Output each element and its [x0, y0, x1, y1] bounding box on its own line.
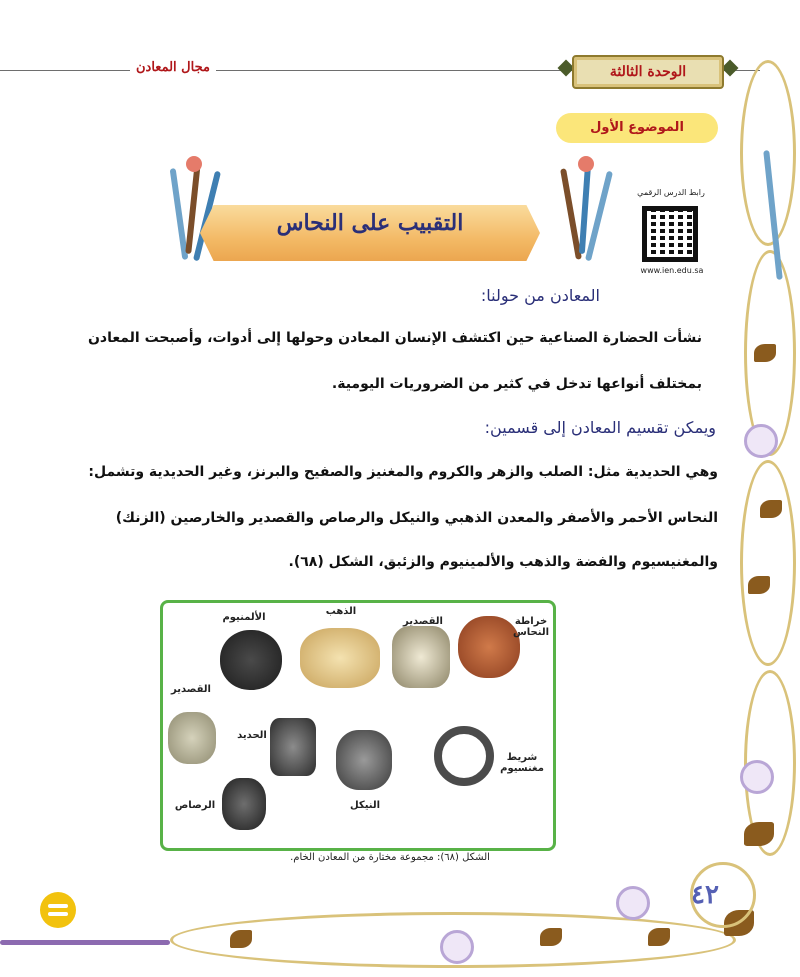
- label-nickel: النيكل: [349, 800, 381, 811]
- butterfly-icon: [748, 576, 770, 594]
- tin-powder-image: [168, 712, 216, 764]
- label-aluminum: الألمنيوم: [222, 612, 266, 623]
- label-copper-line1: خراطة: [514, 616, 548, 627]
- ornament-icon: [722, 60, 739, 77]
- label-tin-top: القصدير: [403, 616, 443, 627]
- magnesium-ribbon-image: [434, 726, 494, 786]
- paragraph-line: النحاس الأحمر والأصفر والمعدن الذهبي والنيكل والرصاص والقصدير والخارصين (الزنك): [115, 510, 718, 526]
- label-lead: الرصاص: [174, 800, 216, 811]
- label-gold: الذهب: [325, 606, 357, 617]
- topic-label: الموضوع الأول: [590, 120, 684, 135]
- gold-nuggets-image: [300, 628, 380, 688]
- label-magnesium-line1: شريط: [506, 752, 538, 763]
- brush-tip-icon: [578, 156, 594, 172]
- paragraph-line: والمغنيسيوم والفضة والذهب والألمينيوم والزئبق، الشكل (٦٨).: [288, 554, 718, 570]
- aluminum-lump-image: [220, 630, 282, 690]
- qr-code-icon[interactable]: [642, 206, 698, 262]
- unit-badge: [572, 55, 724, 89]
- paragraph-line: وهي الحديدية مثل: الصلب والزهر والكروم والمغنيز والصفيح والبرنز، وغير الحديدية وتشمل:: [88, 464, 718, 480]
- label-iron: الحديد: [237, 730, 267, 741]
- topic-pill: [556, 113, 718, 143]
- paintbrush-icon: [0, 940, 170, 945]
- butterfly-icon: [744, 822, 774, 846]
- section-heading: المعادن من حولنا:: [480, 286, 600, 305]
- butterfly-icon: [760, 500, 782, 518]
- iron-pieces-image: [270, 718, 316, 776]
- field-title: مجال المعادن: [130, 60, 216, 80]
- publisher-logo-icon: [40, 892, 76, 928]
- page-number: ٤٢: [691, 880, 719, 910]
- section-heading: ويمكن تقسيم المعادن إلى قسمين:: [484, 418, 716, 437]
- paragraph-line: بمختلف أنواعها تدخل في كثير من الضروريات اليومية.: [331, 376, 702, 392]
- label-tin-left: القصدير: [171, 684, 211, 695]
- label-magnesium-line2: مغنسيوم: [500, 763, 544, 774]
- nickel-pellets-image: [336, 730, 392, 790]
- tin-flakes-image: [392, 626, 450, 688]
- vine-decoration: [740, 460, 796, 666]
- flower-icon: [740, 760, 774, 794]
- qr-label: رابط الدرس الرقمي: [637, 188, 705, 197]
- paragraph-line: نشأت الحضارة الصناعية حين اكتشف الإنسان المعادن وحولها إلى أدوات، وأصبحت المعادن: [87, 330, 702, 346]
- flower-icon: [616, 886, 650, 920]
- figure-caption: الشكل (٦٨): مجموعة مختارة من المعادن الخام.: [290, 852, 490, 863]
- brush-tip-icon: [186, 156, 202, 172]
- qr-url[interactable]: www.ien.edu.sa: [640, 266, 704, 275]
- butterfly-icon: [540, 928, 562, 946]
- flower-icon: [440, 930, 474, 964]
- butterfly-icon: [648, 928, 670, 946]
- butterfly-icon: [230, 930, 252, 948]
- unit-label: الوحدة الثالثة: [609, 64, 687, 80]
- butterfly-icon: [754, 344, 776, 362]
- label-copper-line2: النحاس: [512, 627, 550, 638]
- lead-pellets-image: [222, 778, 266, 830]
- flower-icon: [744, 424, 778, 458]
- lesson-title: التقبيب على النحاس: [276, 210, 464, 236]
